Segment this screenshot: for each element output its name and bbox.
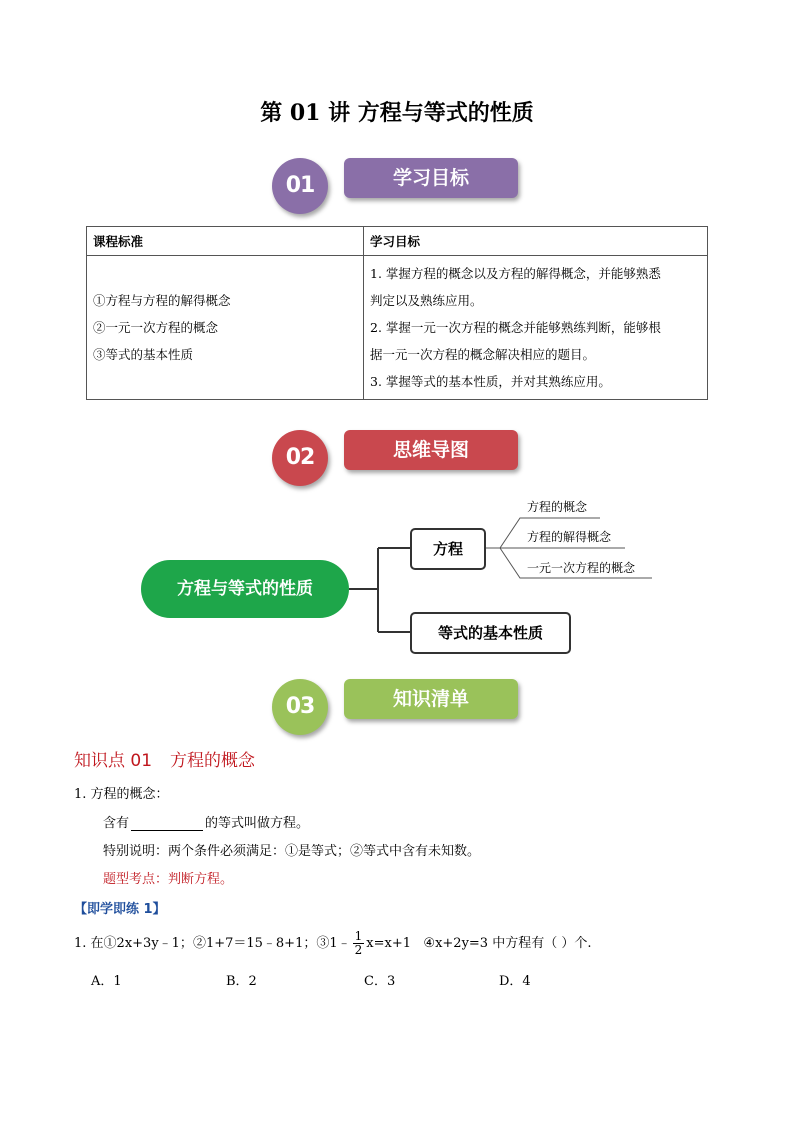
section-label: 知识清单 (392, 688, 469, 710)
expression-3-start: ③1﹣ (316, 936, 351, 951)
section-number: 02 (285, 445, 315, 470)
section-number: 03 (285, 694, 315, 719)
list-item: 2. 掌握一元一次方程的概念并能够熟练判断，能够根 (370, 320, 661, 335)
expression-3-end: x=x+1 (366, 936, 412, 951)
knowledge-point-heading (74, 746, 273, 771)
fraction (353, 930, 365, 957)
option-c[interactable]: C．3 (364, 974, 396, 989)
goals-table (86, 226, 708, 400)
section-bar (344, 679, 518, 719)
option-b[interactable]: B．2 (226, 974, 257, 989)
list-item: ③等式的基本性质 (93, 347, 194, 362)
section-number: 01 (285, 173, 315, 198)
definition-prefix: 含有 (103, 816, 130, 831)
table-header-row (87, 227, 708, 256)
header-standard: 课程标准 (87, 227, 364, 256)
list-item: 据一元一次方程的概念解决相应的题目。 (370, 347, 596, 362)
item-heading: 1. 方程的概念： (74, 787, 169, 802)
mind-map (0, 488, 794, 658)
mind-map-node-equality-properties: 等式的基本性质 (410, 612, 571, 654)
expression-4: ④x+2y=3 中方程有（ ）个. (423, 936, 592, 951)
special-note: 特别说明：两个条件必须满足：①是等式；②等式中含有未知数。 (103, 844, 481, 859)
section-number-badge (272, 158, 328, 214)
table-row (87, 256, 708, 400)
standards-cell (87, 256, 364, 400)
section-bar (344, 158, 518, 198)
list-item: 3. 掌握等式的基本性质，并对其熟练应用。 (370, 374, 611, 389)
list-item: 1. 掌握方程的概念以及方程的解得概念，并能够熟悉 (370, 266, 661, 281)
exam-point: 题型考点：判断方程。 (103, 872, 234, 887)
mind-map-connectors (0, 488, 794, 658)
section-label: 思维导图 (392, 439, 469, 461)
section-banner-goals (270, 152, 530, 216)
question-prefix: 1. 在 (74, 936, 104, 951)
section-banner-mindmap (270, 424, 530, 488)
section-bar (344, 430, 518, 470)
fraction-numerator: 1 (354, 929, 363, 943)
mind-map-leaf: 方程的概念 (527, 500, 588, 514)
definition-line (103, 812, 309, 831)
mind-map-node-equation: 方程 (410, 528, 486, 570)
expression-2: ②1+7＝15﹣8+1； (192, 936, 317, 951)
section-number-badge (272, 430, 328, 486)
header-objective: 学习目标 (364, 227, 708, 256)
page-title: 第 01 讲 方程与等式的性质 (260, 100, 534, 126)
section-number-badge (272, 679, 328, 735)
knowledge-point-number: 知识点 01 (74, 751, 153, 771)
mind-map-leaf: 方程的解得概念 (527, 530, 612, 544)
section-banner-knowledge (270, 673, 530, 737)
objectives-cell (364, 256, 708, 400)
list-item: ①方程与方程的解得概念 (93, 293, 231, 308)
section-label: 学习目标 (392, 167, 469, 189)
definition-suffix: 的等式叫做方程。 (205, 816, 310, 831)
knowledge-point-name: 方程的概念 (170, 751, 256, 771)
question-1 (74, 930, 591, 957)
practice-label: 【即学即练 1】 (74, 902, 166, 917)
option-d[interactable]: D．4 (499, 974, 531, 989)
fraction-denominator: 2 (354, 943, 363, 957)
fill-in-blank[interactable] (131, 817, 203, 831)
mind-map-leaf: 一元一次方程的概念 (527, 561, 636, 575)
mind-map-root: 方程与等式的性质 (141, 560, 349, 618)
option-a[interactable]: A．1 (91, 974, 122, 989)
list-item: 判定以及熟练应用。 (370, 293, 483, 308)
expression-1: ①2x+3y﹣1； (103, 936, 193, 951)
list-item: ②一元一次方程的概念 (93, 320, 219, 335)
